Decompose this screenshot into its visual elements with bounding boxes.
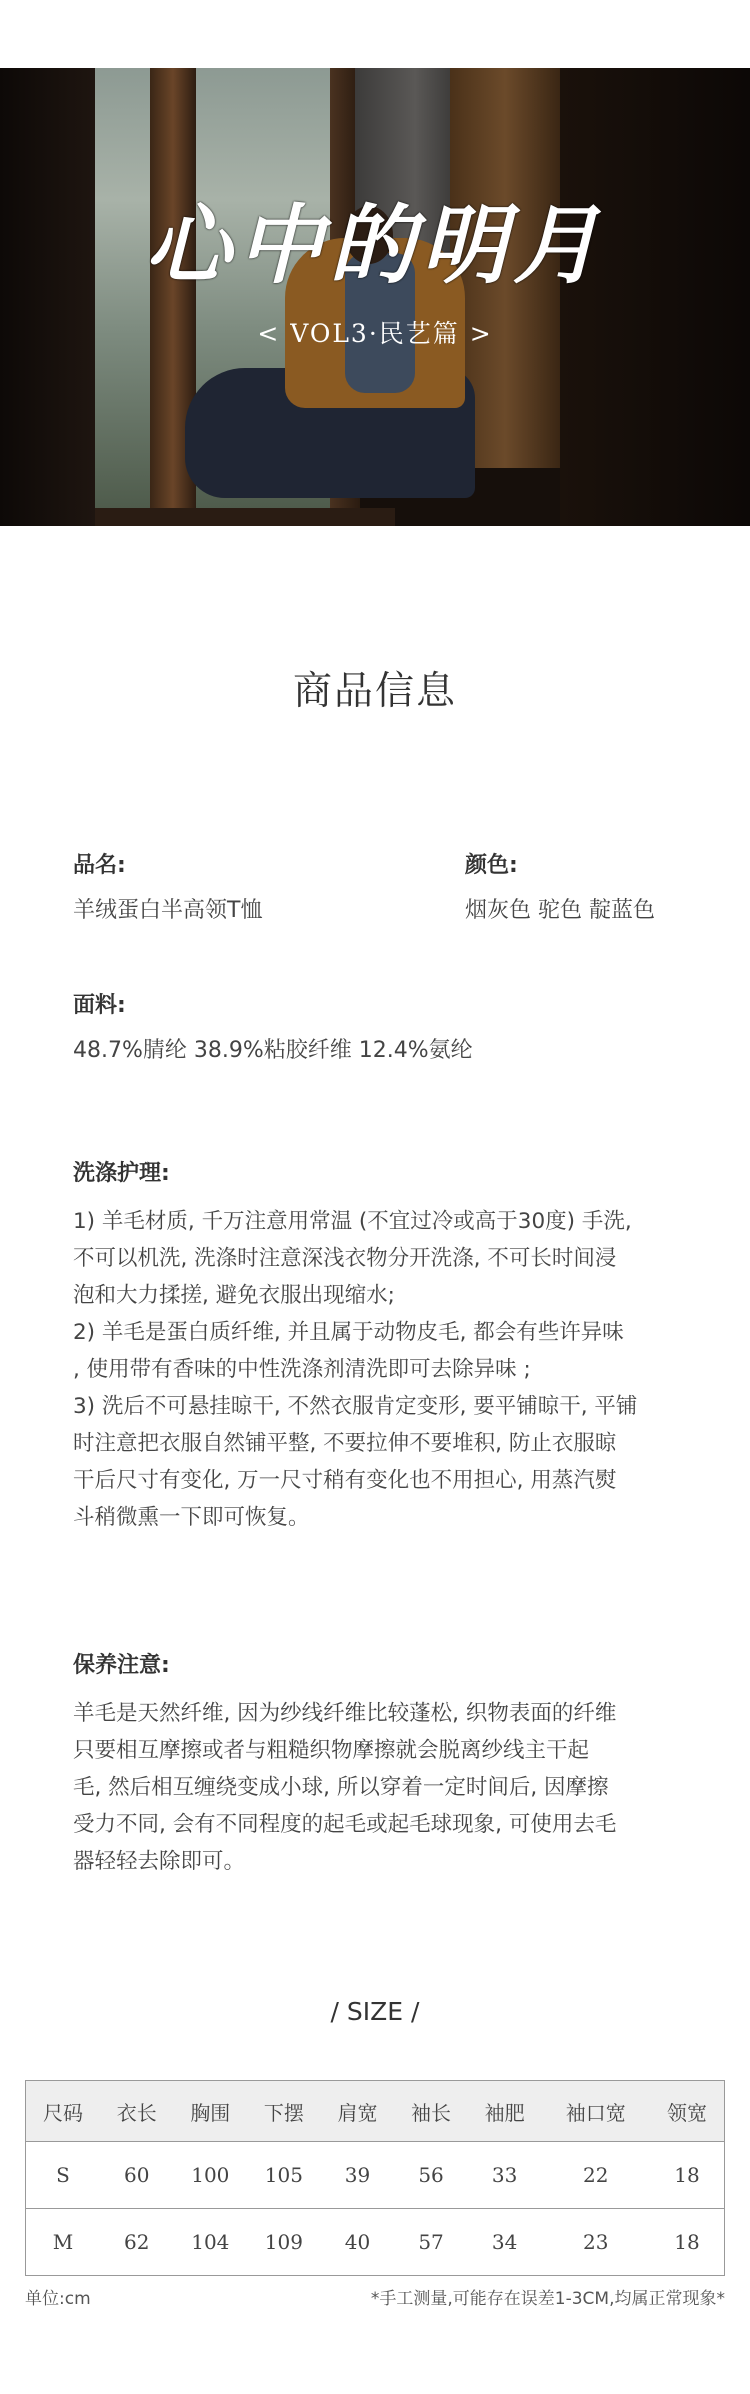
header-cell: 尺码 bbox=[26, 2081, 100, 2142]
header-cell: 下摆 bbox=[247, 2081, 321, 2142]
hero-subtitle: < VOL3·民艺篇 > bbox=[257, 319, 493, 348]
table-cell: 40 bbox=[321, 2209, 395, 2276]
header-cell: 领宽 bbox=[650, 2081, 724, 2142]
table-cell: 109 bbox=[247, 2209, 321, 2276]
wash-text bbox=[73, 1203, 683, 1536]
table-cell: 22 bbox=[541, 2142, 650, 2209]
header-cell: 肩宽 bbox=[321, 2081, 395, 2142]
care-label: 保养注意: bbox=[73, 1653, 170, 1678]
wash-line: , 使用带有香味的中性洗涤剂清洗即可去除异味 ; bbox=[73, 1357, 531, 1382]
name-label: 品名: bbox=[73, 853, 126, 878]
hero-window-sill bbox=[95, 508, 395, 526]
table-cell: 33 bbox=[468, 2142, 542, 2209]
table-cell: 60 bbox=[100, 2142, 174, 2209]
header-cell: 衣长 bbox=[100, 2081, 174, 2142]
table-row bbox=[26, 2142, 725, 2209]
table-cell: S bbox=[26, 2142, 100, 2209]
table-cell: 56 bbox=[394, 2142, 468, 2209]
table-cell: 104 bbox=[174, 2209, 248, 2276]
name-value: 羊绒蛋白半高领T恤 bbox=[73, 898, 263, 923]
wash-line: 干后尺寸有变化, 万一尺寸稍有变化也不用担心, 用蒸汽熨 bbox=[73, 1468, 617, 1493]
header-cell: 袖长 bbox=[394, 2081, 468, 2142]
size-table-header bbox=[26, 2081, 725, 2142]
fabric-value: 48.7%腈纶 38.9%粘胶纤维 12.4%氨纶 bbox=[73, 1038, 473, 1063]
unit-note: 单位:cm bbox=[25, 2289, 91, 2309]
table-cell: 34 bbox=[468, 2209, 542, 2276]
hero-title: 心中的明月 bbox=[145, 195, 605, 296]
size-table bbox=[25, 2080, 725, 2276]
section-title: 商品信息 bbox=[292, 669, 457, 714]
wash-line: 时注意把衣服自然铺平整, 不要拉伸不要堆积, 防止衣服晾 bbox=[73, 1431, 617, 1456]
hero-banner bbox=[0, 68, 750, 526]
care-line: 毛, 然后相互缠绕变成小球, 所以穿着一定时间后, 因摩擦 bbox=[73, 1775, 609, 1800]
table-cell: 23 bbox=[541, 2209, 650, 2276]
care-line: 羊毛是天然纤维, 因为纱线纤维比较蓬松, 织物表面的纤维 bbox=[73, 1701, 617, 1726]
table-cell: 105 bbox=[247, 2142, 321, 2209]
color-label: 颜色: bbox=[465, 853, 518, 878]
table-row bbox=[26, 2209, 725, 2276]
header-cell: 袖口宽 bbox=[541, 2081, 650, 2142]
size-title: / SIZE / bbox=[330, 1997, 420, 2026]
table-cell: 62 bbox=[100, 2209, 174, 2276]
table-cell: 57 bbox=[394, 2209, 468, 2276]
fabric-label: 面料: bbox=[73, 993, 126, 1018]
color-value: 烟灰色 驼色 靛蓝色 bbox=[465, 898, 655, 923]
table-cell: 18 bbox=[650, 2142, 724, 2209]
header-cell: 胸围 bbox=[174, 2081, 248, 2142]
table-cell: 18 bbox=[650, 2209, 724, 2276]
care-line: 受力不同, 会有不同程度的起毛或起毛球现象, 可使用去毛 bbox=[73, 1812, 617, 1837]
header-cell: 袖肥 bbox=[468, 2081, 542, 2142]
wash-label: 洗涤护理: bbox=[73, 1161, 170, 1186]
care-line: 只要相互摩擦或者与粗糙织物摩擦就会脱离纱线主干起 bbox=[73, 1738, 590, 1763]
measurement-note: *手工测量,可能存在误差1-3CM,均属正常现象* bbox=[370, 2289, 725, 2309]
wash-line: 2) 羊毛是蛋白质纤维, 并且属于动物皮毛, 都会有些许异味 bbox=[73, 1320, 624, 1345]
wash-line: 斗稍微熏一下即可恢复。 bbox=[73, 1505, 310, 1530]
table-cell: 100 bbox=[174, 2142, 248, 2209]
wash-line: 泡和大力揉搓, 避免衣服出现缩水; bbox=[73, 1283, 395, 1308]
wash-line: 不可以机洗, 洗涤时注意深浅衣物分开洗涤, 不可长时间浸 bbox=[73, 1246, 617, 1271]
wash-line: 1) 羊毛材质, 千万注意用常温 (不宜过冷或高于30度) 手洗, bbox=[73, 1209, 632, 1234]
care-text bbox=[73, 1695, 683, 1880]
wash-line: 3) 洗后不可悬挂晾干, 不然衣服肯定变形, 要平铺晾干, 平铺 bbox=[73, 1394, 638, 1419]
table-cell: 39 bbox=[321, 2142, 395, 2209]
care-line: 器轻轻去除即可。 bbox=[73, 1849, 246, 1874]
table-cell: M bbox=[26, 2209, 100, 2276]
